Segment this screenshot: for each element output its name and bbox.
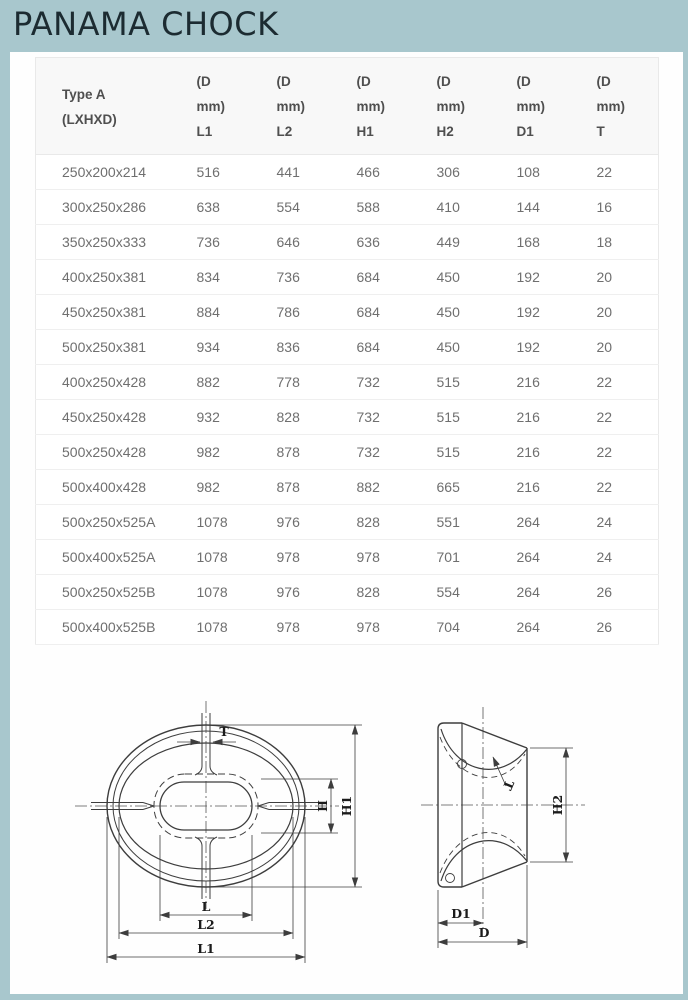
dim-label-d1: D1: [451, 906, 471, 921]
value-cell: 978: [354, 540, 434, 575]
value-cell: 684: [354, 260, 434, 295]
value-cell: 192: [514, 295, 594, 330]
table-row: [36, 330, 659, 365]
value-cell: 22: [594, 470, 659, 505]
dim-d1: [438, 890, 483, 948]
value-cell: 216: [514, 400, 594, 435]
value-cell: 24: [594, 505, 659, 540]
measure-label: H1: [356, 124, 374, 139]
value-cell: 144: [514, 190, 594, 225]
value-cell: 884: [194, 295, 274, 330]
value-cell: 20: [594, 295, 659, 330]
col-header-d1: [514, 58, 594, 155]
value-cell: 882: [354, 470, 434, 505]
col-header-t: [594, 58, 659, 155]
col-header-type-line1: Type A: [62, 86, 106, 102]
type-cell: 500x400x525B: [36, 610, 194, 645]
dim-label-h2: H2: [550, 794, 565, 816]
value-cell: 515: [434, 365, 514, 400]
value-cell: 882: [194, 365, 274, 400]
measure-label: T: [596, 124, 605, 139]
value-cell: 1078: [194, 610, 274, 645]
value-cell: 264: [514, 540, 594, 575]
table-row: [36, 190, 659, 225]
dim-label-l2: L2: [197, 917, 215, 932]
type-cell: 400x250x428: [36, 365, 194, 400]
value-cell: 732: [354, 435, 434, 470]
unit-line: mm): [276, 99, 306, 114]
value-cell: 306: [434, 155, 514, 190]
value-cell: 554: [434, 575, 514, 610]
value-cell: 736: [194, 225, 274, 260]
table-row: [36, 435, 659, 470]
value-cell: 701: [434, 540, 514, 575]
value-cell: 168: [514, 225, 594, 260]
type-cell: 500x400x428: [36, 470, 194, 505]
unit-line: (D: [596, 74, 611, 89]
dim-label-t-front: T: [219, 724, 229, 739]
value-cell: 828: [354, 575, 434, 610]
type-cell: 500x250x428: [36, 435, 194, 470]
value-cell: 515: [434, 435, 514, 470]
value-cell: 22: [594, 365, 659, 400]
value-cell: 26: [594, 610, 659, 645]
measure-label: D1: [516, 124, 534, 139]
value-cell: 449: [434, 225, 514, 260]
value-cell: 26: [594, 575, 659, 610]
table-row: [36, 575, 659, 610]
table-row: [36, 295, 659, 330]
value-cell: 192: [514, 330, 594, 365]
unit-line: (D: [276, 74, 291, 89]
value-cell: 934: [194, 330, 274, 365]
dim-label-h: H: [315, 800, 330, 812]
type-cell: 500x400x525A: [36, 540, 194, 575]
unit-line: (D: [436, 74, 451, 89]
value-cell: 932: [194, 400, 274, 435]
value-cell: 216: [514, 470, 594, 505]
technical-drawings: [25, 685, 665, 985]
type-cell: 450x250x428: [36, 400, 194, 435]
value-cell: 450: [434, 295, 514, 330]
col-header-h1: [354, 58, 434, 155]
value-cell: 878: [274, 435, 354, 470]
value-cell: 778: [274, 365, 354, 400]
measure-label: L1: [196, 124, 213, 139]
value-cell: 24: [594, 540, 659, 575]
value-cell: 216: [514, 365, 594, 400]
table-row: [36, 260, 659, 295]
value-cell: 684: [354, 330, 434, 365]
dim-label-l: L: [201, 899, 211, 914]
value-cell: 588: [354, 190, 434, 225]
value-cell: 636: [354, 225, 434, 260]
type-cell: 450x250x381: [36, 295, 194, 330]
value-cell: 22: [594, 400, 659, 435]
measure-label: H2: [436, 124, 454, 139]
value-cell: 978: [274, 540, 354, 575]
value-cell: 192: [514, 260, 594, 295]
groove-detail-bottom: [446, 874, 455, 883]
dim-label-l1: L1: [197, 941, 215, 956]
value-cell: 976: [274, 505, 354, 540]
value-cell: 22: [594, 435, 659, 470]
table-row: [36, 470, 659, 505]
col-header-l1: [194, 58, 274, 155]
value-cell: 982: [194, 470, 274, 505]
table-row: [36, 505, 659, 540]
value-cell: 736: [274, 260, 354, 295]
value-cell: 410: [434, 190, 514, 225]
value-cell: 551: [434, 505, 514, 540]
value-cell: 828: [274, 400, 354, 435]
value-cell: 515: [434, 400, 514, 435]
dim-label-h1: H1: [339, 795, 354, 817]
value-cell: 554: [274, 190, 354, 225]
value-cell: 264: [514, 575, 594, 610]
table-header-row: [36, 58, 659, 155]
table-row: [36, 365, 659, 400]
table-row: [36, 540, 659, 575]
type-cell: 400x250x381: [36, 260, 194, 295]
side-view-drawing: [421, 707, 585, 948]
measure-label: L2: [276, 124, 293, 139]
col-header-l2: [274, 58, 354, 155]
value-cell: 20: [594, 330, 659, 365]
unit-line: mm): [196, 99, 226, 114]
table-row: [36, 400, 659, 435]
value-cell: 646: [274, 225, 354, 260]
table-row: [36, 155, 659, 190]
value-cell: 516: [194, 155, 274, 190]
value-cell: 732: [354, 400, 434, 435]
unit-line: mm): [516, 99, 546, 114]
value-cell: 18: [594, 225, 659, 260]
value-cell: 665: [434, 470, 514, 505]
value-cell: 1078: [194, 540, 274, 575]
value-cell: 976: [274, 575, 354, 610]
value-cell: 16: [594, 190, 659, 225]
spec-table: [35, 57, 659, 645]
value-cell: 684: [354, 295, 434, 330]
value-cell: 704: [434, 610, 514, 645]
value-cell: 108: [514, 155, 594, 190]
value-cell: 834: [194, 260, 274, 295]
value-cell: 264: [514, 505, 594, 540]
type-cell: 500x250x525A: [36, 505, 194, 540]
content-panel: [10, 52, 683, 994]
dim-label-t-side: T: [499, 777, 518, 793]
unit-line: (D: [356, 74, 371, 89]
col-header-h2: [434, 58, 514, 155]
table-row: [36, 225, 659, 260]
page-title: PANAMA CHOCK: [13, 5, 279, 43]
value-cell: 878: [274, 470, 354, 505]
value-cell: 450: [434, 260, 514, 295]
type-cell: 350x250x333: [36, 225, 194, 260]
value-cell: 978: [354, 610, 434, 645]
value-cell: 216: [514, 435, 594, 470]
unit-line: (D: [196, 74, 211, 89]
type-cell: 500x250x525B: [36, 575, 194, 610]
type-cell: 250x200x214: [36, 155, 194, 190]
value-cell: 638: [194, 190, 274, 225]
table-body: [36, 155, 659, 645]
value-cell: 22: [594, 155, 659, 190]
unit-line: (D: [516, 74, 531, 89]
type-cell: 300x250x286: [36, 190, 194, 225]
value-cell: 836: [274, 330, 354, 365]
value-cell: 1078: [194, 575, 274, 610]
value-cell: 1078: [194, 505, 274, 540]
unit-line: mm): [436, 99, 466, 114]
value-cell: 450: [434, 330, 514, 365]
col-header-type: [36, 58, 194, 155]
value-cell: 732: [354, 365, 434, 400]
value-cell: 828: [354, 505, 434, 540]
col-header-type-line2: (LXHXD): [62, 111, 117, 127]
value-cell: 466: [354, 155, 434, 190]
table-row: [36, 610, 659, 645]
value-cell: 978: [274, 610, 354, 645]
dim-label-d: D: [478, 925, 490, 940]
front-view-drawing: [75, 701, 362, 963]
unit-line: mm): [356, 99, 386, 114]
unit-line: mm): [596, 99, 626, 114]
value-cell: 441: [274, 155, 354, 190]
type-cell: 500x250x381: [36, 330, 194, 365]
value-cell: 786: [274, 295, 354, 330]
value-cell: 20: [594, 260, 659, 295]
dim-t-side: [493, 757, 517, 793]
value-cell: 264: [514, 610, 594, 645]
value-cell: 982: [194, 435, 274, 470]
